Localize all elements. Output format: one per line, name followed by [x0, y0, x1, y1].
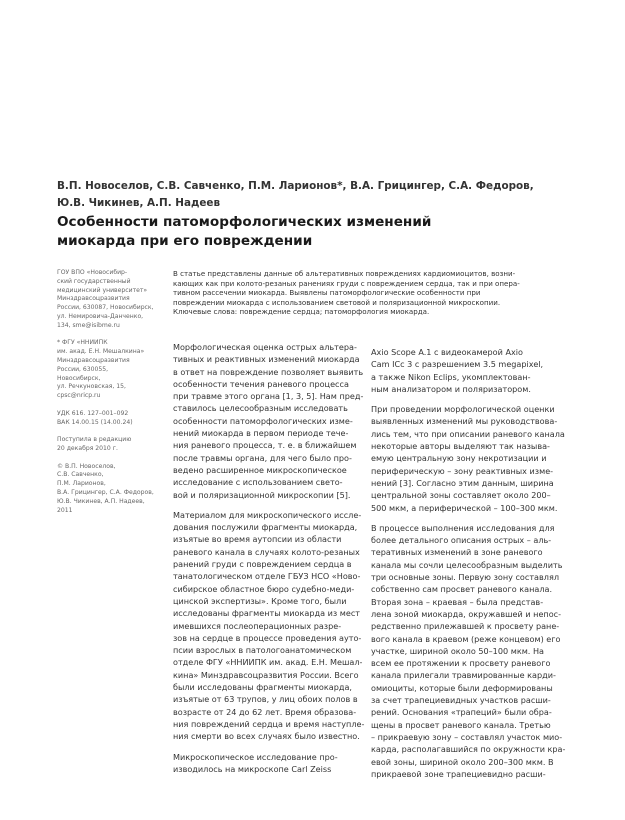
text-line: псии взрослых в патологоанатомическом — [173, 645, 352, 656]
text-line: особенности патоморфологических изме- — [173, 415, 353, 426]
body-column-1 — [173, 341, 363, 775]
sidebar-line: ГОУ ВПО «Новосибир- — [57, 269, 128, 276]
sidebar-line: cpsc@nricp.ru — [57, 392, 101, 400]
text-line: участке, шириной около 50–100 мкм. На — [371, 645, 544, 656]
text-line: в ответ на повреждение позволяет выявить — [173, 366, 364, 377]
text-line: – прикраевую зону – составлял участок мио- — [371, 731, 563, 742]
text-line: нений миокарда в первом периоде тече- — [173, 428, 349, 439]
sidebar-line: 134, sme@isibme.ru — [57, 321, 120, 329]
text-line: лись тем, что при описании раневого канала — [371, 428, 565, 439]
text-line: прикраевой зоне трапециевидно расши- — [371, 768, 546, 779]
abstract-line: В статье представлены данные об альтеративных повреждениях кардиомиоцитов, возни- — [173, 269, 516, 278]
text-line: всем ее протяжении к просвету раневого — [371, 658, 551, 669]
text-line: возрасте от 24 до 62 лет. Время образова- — [173, 706, 357, 717]
text-line: лена зоной миокарда, окружавшей и непос- — [371, 608, 562, 619]
text-line: дования послужили фрагменты миокарда, — [173, 522, 358, 533]
sidebar-line: © В.П. Новоселов, — [57, 462, 116, 470]
text-line: канала мы сочли целесообразным выделить — [371, 559, 563, 570]
text-line: евой зоны, шириной около 200–300 мкм. В — [371, 756, 554, 767]
text-line: исследование с использованием свето- — [173, 477, 343, 488]
sidebar-line: С.В. Савченко, — [57, 471, 104, 479]
title-line: Особенности патоморфологических изменений — [57, 214, 432, 230]
text-line: при травме этого органа [1, 3, 5]. Нам пред- — [173, 391, 364, 402]
sidebar-line: Ю.В. Чикинев, А.П. Надеев, — [57, 497, 145, 505]
sidebar-line: Поступила в редакцию — [57, 436, 132, 444]
text-line: ния повреждений сердца и время наступле- — [173, 718, 365, 729]
received-date — [57, 436, 165, 454]
sidebar-line: 20 декабря 2010 г. — [57, 444, 118, 452]
sidebar-line: П.М. Ларионов, — [57, 480, 106, 488]
text-line: изъятые от 63 трупов, у лиц обоих полов в — [173, 694, 358, 705]
copyright — [57, 463, 165, 516]
text-line: ния смерти во всех случаях было известно. — [173, 731, 360, 742]
paragraph — [173, 509, 363, 743]
sidebar-line: ул. Немировича-Данченко, — [57, 312, 144, 320]
sidebar-line: ский государственный — [57, 277, 131, 285]
text-line: отделе ФГУ «ННИИПК им. акад. Е.Н. Мешал- — [173, 657, 363, 668]
affiliation-2 — [57, 339, 165, 401]
text-line: В процессе выполнения исследования для — [371, 522, 555, 533]
authors-line: Ю.В. Чикинев, А.П. Надеев — [57, 196, 221, 209]
sidebar-line: ул. Речкуновская, 15, — [57, 383, 126, 391]
text-line: были исследованы фрагменты миокарда, — [173, 682, 352, 693]
text-line: емую центральную зону некротизации и — [371, 453, 547, 464]
sidebar-line: В.А. Грицингер, С.А. Федоров, — [57, 488, 154, 496]
text-line: При проведении морфологической оценки — [371, 404, 555, 415]
text-line: зов на сердце в процессе проведения ауто- — [173, 632, 362, 643]
authors-line: В.П. Новоселов, С.В. Савченко, П.М. Ларионов*, В.А. Грицингер, С.А. Федоров, — [57, 180, 534, 192]
authors — [57, 178, 577, 211]
text-line: центральной зоны составляет около 200– — [371, 490, 551, 501]
sidebar-line: 2011 — [57, 506, 73, 514]
paragraph — [371, 522, 566, 780]
text-line: Cam ICc 3 с разрешением 3.5 megapixel, — [371, 359, 544, 370]
sidebar-line: им. акад. Е.Н. Мешалкина» — [57, 348, 145, 356]
text-line: периферическую – зону реактивных изме- — [371, 465, 554, 476]
title-line: миокарда при его повреждении — [57, 233, 313, 249]
text-line: вого канала в краевом (реже концевом) его — [371, 633, 561, 644]
text-line: раневого канала в случаях колото-резаных — [173, 546, 360, 557]
text-line: тивных и реактивных изменений миокарда — [173, 354, 360, 365]
sidebar-line: медицинский университет» — [57, 286, 148, 294]
udc-codes — [57, 410, 165, 428]
text-line: теративных изменений в зоне раневого — [371, 547, 543, 558]
text-line: а также Nikon Eclips, укомплектован- — [371, 371, 531, 382]
abstract-line: кающих как при колото-резаных ранениях груди с повреждением сердца, так и при опера- — [173, 278, 520, 288]
text-line: 500 мкм, а периферической – 100–300 мкм. — [371, 502, 558, 513]
text-line: имевшихся послеоперационных разре- — [173, 620, 342, 631]
abstract — [173, 269, 573, 317]
text-line: ставилось целесообразным исследовать — [173, 403, 348, 414]
text-line: сибирское областное бюро судебно-меди- — [173, 583, 355, 594]
abstract-line: тивном рассечении миокарда. Выявлены патоморфологические особенности при — [173, 288, 481, 298]
abstract-line: повреждении миокарда с использованием световой и поляризационной микроскопии. — [173, 297, 501, 307]
sidebar-line: Новосибирск, — [57, 374, 101, 382]
text-line: после травмы органа, для чего было про- — [173, 452, 352, 463]
text-line: изъятые во время аутопсии из области — [173, 534, 342, 545]
text-line: ранений груди с повреждением сердца в — [173, 559, 352, 570]
text-line: выявленных изменений мы руководствова- — [371, 416, 558, 427]
text-line: ным анализатором и поляризатором. — [371, 383, 531, 394]
text-line: исследованы фрагменты миокарда из мест — [173, 608, 360, 619]
text-line: танатологическом отделе ГБУЗ НСО «Ново- — [173, 571, 361, 582]
text-line: Микроскопическое исследование про- — [173, 751, 338, 762]
text-line: редственно прилежавшей к просвету ране- — [371, 621, 560, 632]
paragraph — [173, 751, 363, 776]
text-line: изводилось на микроскопе Carl Zeiss — [173, 763, 332, 774]
sidebar-line: УДК 616. 127–001–092 — [57, 409, 129, 417]
text-line: канала прилегали травмированные карди- — [371, 670, 556, 681]
text-line: собственно сам просвет раневого канала. — [371, 584, 553, 595]
text-line: Морфологическая оценка острых альтера- — [173, 342, 357, 352]
paragraph — [371, 346, 561, 395]
paragraph — [173, 341, 363, 501]
text-line: карда, располагавшийся по окружности кра- — [371, 744, 566, 755]
text-line: вой и поляризационной микроскопии [5]. — [173, 489, 351, 500]
text-line: Вторая зона – краевая – была представ- — [371, 596, 544, 607]
text-line: более детального описания острых – аль- — [371, 535, 552, 546]
sidebar-line: Минздравсоцразвития — [57, 295, 130, 303]
text-line: некоторые авторы выделяют так называ- — [371, 441, 550, 452]
sidebar-line: России, 630087, Новосибирск, — [57, 304, 154, 312]
text-line: цинской экспертизы». Кроме того, были — [173, 595, 347, 606]
affiliation-1 — [57, 269, 165, 331]
text-line: рений. Основания «трапеций» были обра- — [371, 707, 552, 718]
text-line: Axio Scope A.1 с видеокамерой Axio — [371, 347, 523, 357]
text-line: щены в просвет раневого канала. Третью — [371, 719, 551, 730]
article-title — [57, 213, 577, 251]
sidebar — [57, 269, 165, 515]
text-line: за счет трапециевидных участков расши- — [371, 695, 551, 706]
keywords-line: Ключевые слова: повреждение сердца; патоморфология миокарда. — [173, 307, 430, 317]
text-line: омиоциты, которые были деформированы — [371, 682, 553, 693]
sidebar-line: Минздравсоцразвития — [57, 356, 130, 364]
text-line: ведено расширенное микроскопическое — [173, 464, 347, 475]
text-line: особенности течения раневого процесса — [173, 378, 349, 389]
text-line: нений [3]. Согласно этим данным, ширина — [371, 477, 554, 488]
sidebar-line: ВАК 14.00.15 (14.00.24) — [57, 418, 133, 426]
body-column-2 — [371, 346, 566, 780]
text-line: кина» Минздравсоцразвития России. Всего — [173, 669, 359, 680]
paragraph — [371, 403, 565, 514]
text-line: ния раневого процесса, т. е. в ближайшем — [173, 440, 357, 451]
text-line: три основные зоны. Первую зону составлял — [371, 572, 559, 583]
text-line: Материалом для микроскопического иссле- — [173, 509, 362, 520]
sidebar-line: * ФГУ «ННИИПК — [57, 339, 108, 347]
sidebar-line: России, 630055, — [57, 365, 109, 373]
